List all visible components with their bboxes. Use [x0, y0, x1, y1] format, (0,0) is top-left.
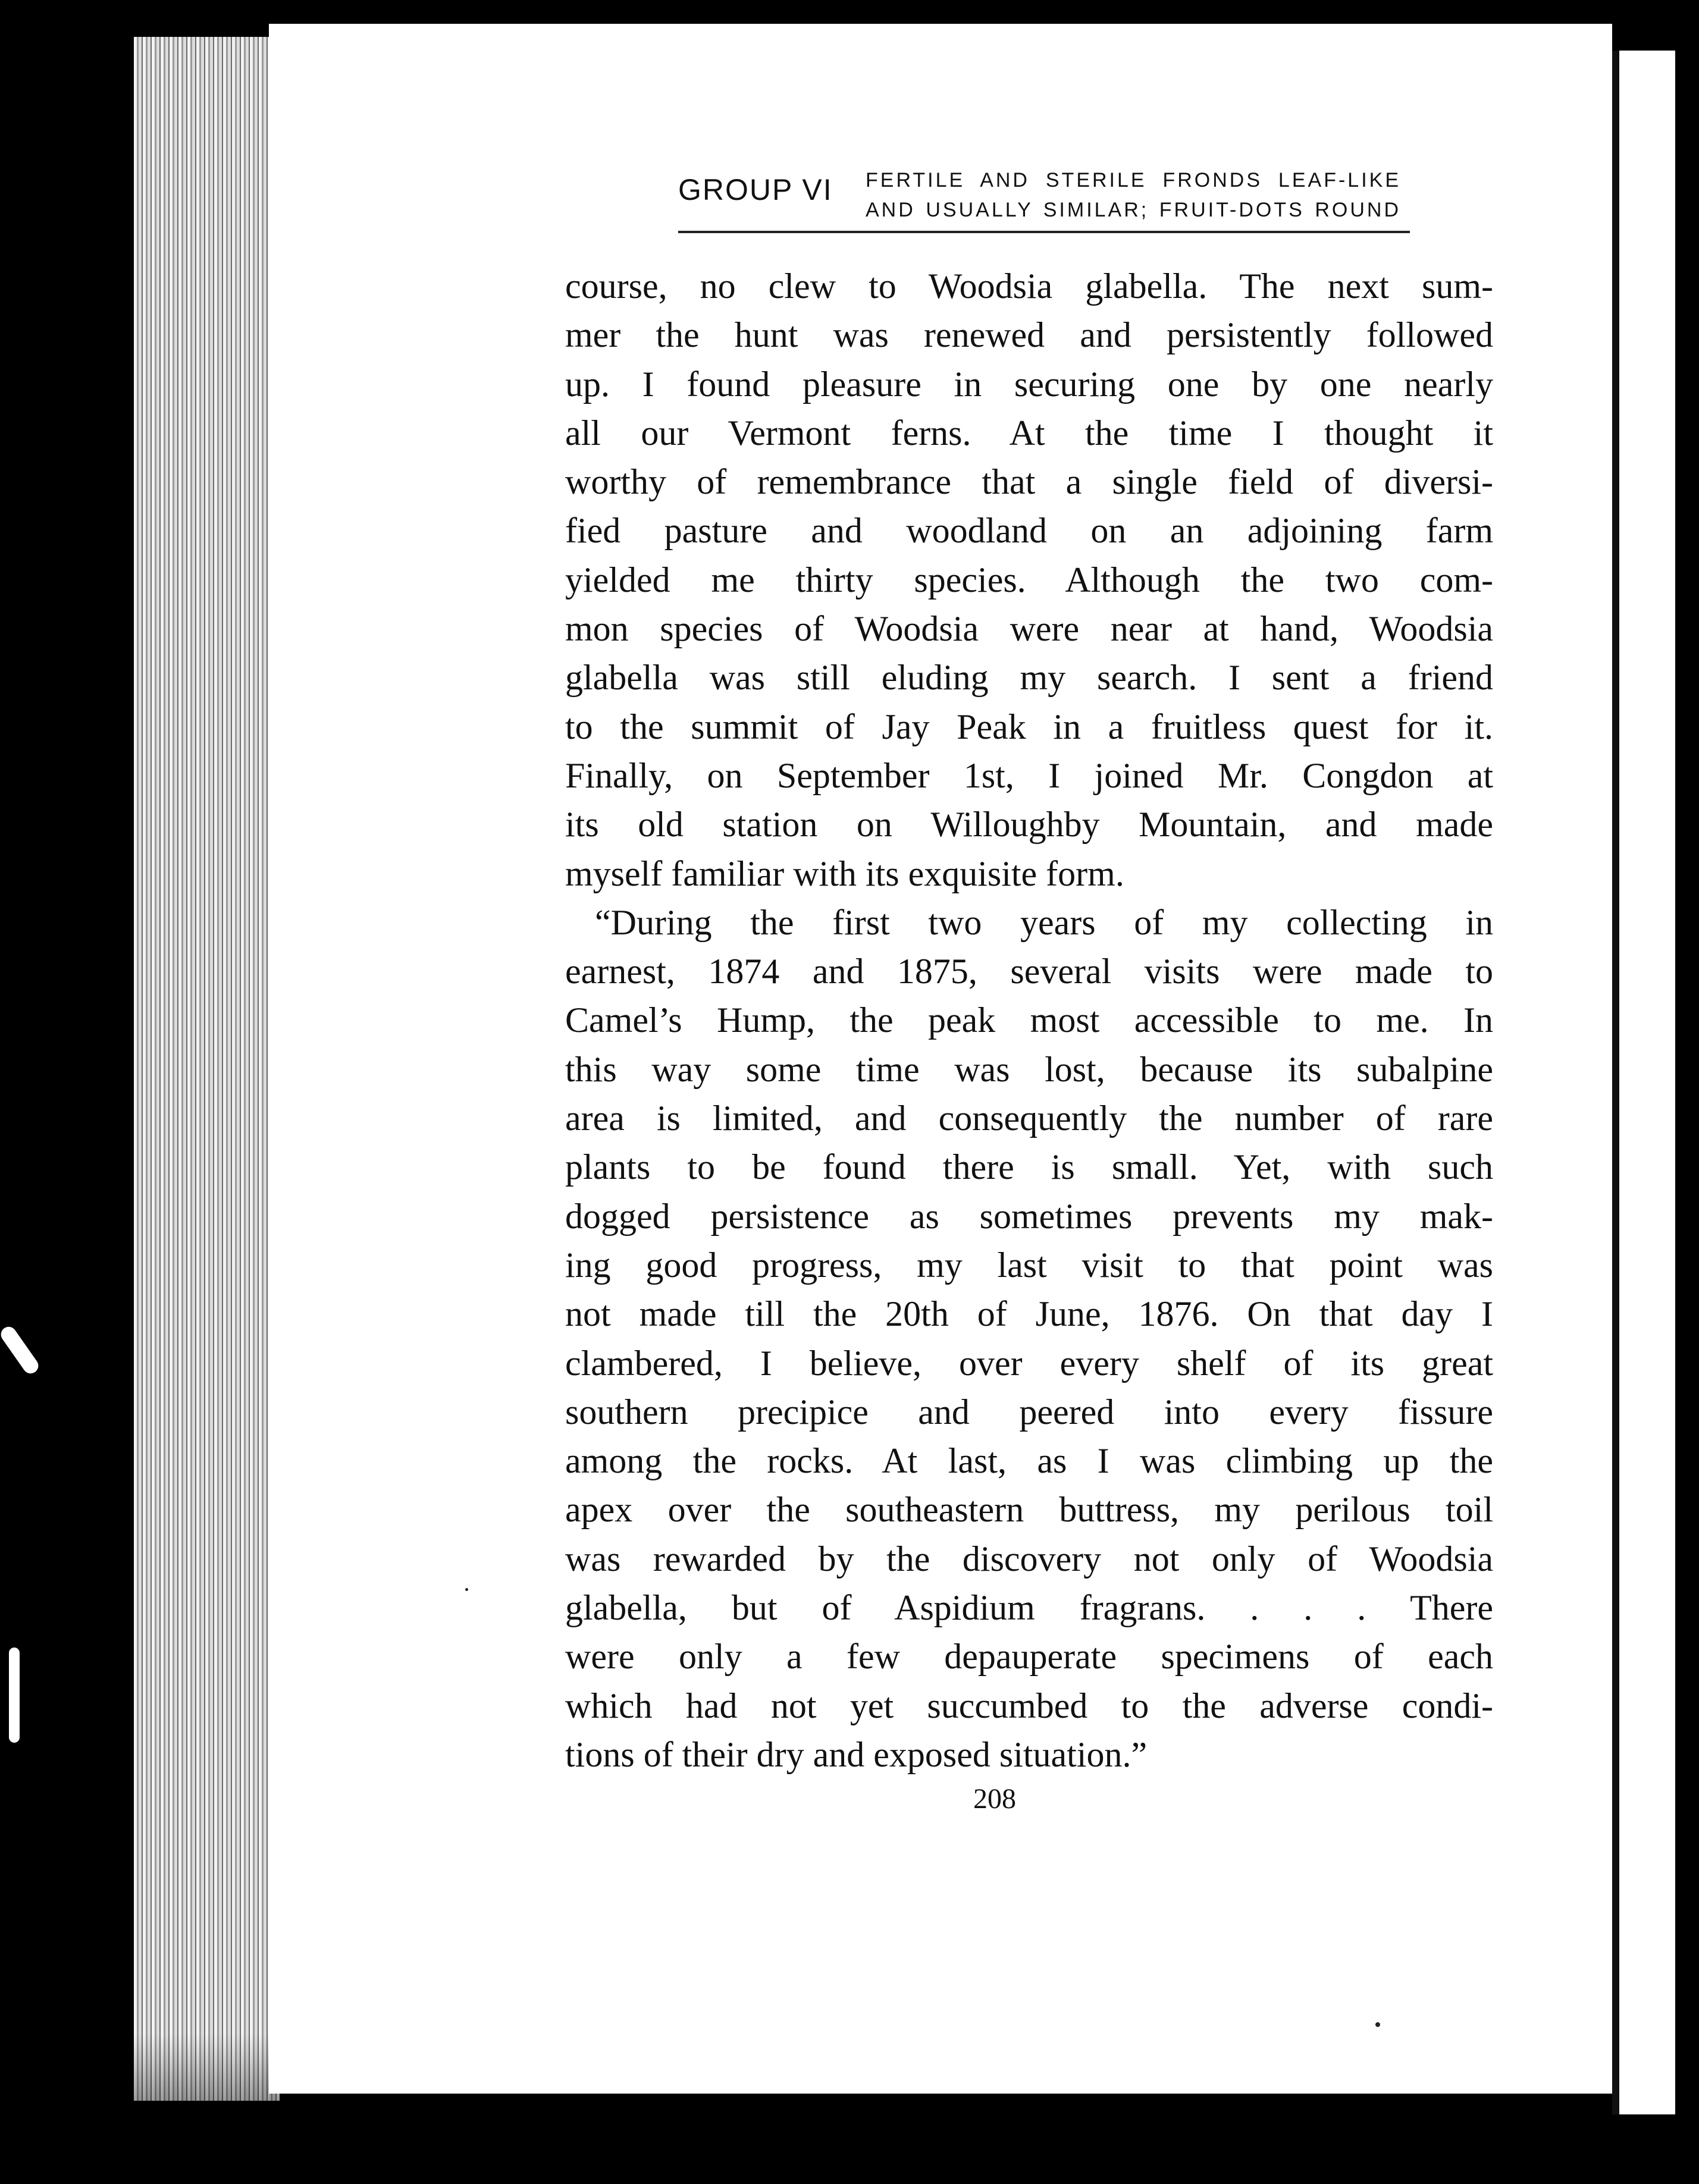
text-line: clambered, I believe, over every shelf of its great — [565, 1343, 1493, 1383]
text-line: glabella was still eluding my search. I sent a friend — [565, 658, 1493, 698]
text-line: southern precipice and peered into every fissure — [565, 1392, 1493, 1432]
text-line: tions of their dry and exposed situation.” — [565, 1734, 1148, 1774]
facing-page-edge — [1612, 51, 1675, 2114]
page-number: 208 — [973, 1783, 1016, 1815]
text-line: area is limited, and consequently the number of rare — [565, 1099, 1493, 1138]
text-line: plants to be found there is small. Yet, with such — [565, 1147, 1493, 1187]
text-line: this way some time was lost, because its subalpine — [565, 1049, 1493, 1089]
text-line: mon species of Woodsia were near at hand, Woodsia — [565, 609, 1493, 649]
text-line: ing good progress, my last visit to that point was — [565, 1245, 1493, 1285]
group-description — [866, 165, 1401, 225]
text-line: mer the hunt was renewed and persistently followed — [565, 315, 1493, 355]
text-line: was rewarded by the discovery not only of Woodsia — [565, 1539, 1493, 1579]
text-line: up. I found pleasure in securing one by one nearly — [565, 364, 1493, 404]
text-line: among the rocks. At last, as I was climbing up the — [565, 1441, 1493, 1481]
text-line: earnest, 1874 and 1875, several visits were made to — [565, 952, 1493, 991]
text-line: Camel’s Hump, the peak most accessible to me. In — [565, 1000, 1493, 1040]
text-line: apex over the southeastern buttress, my perilous toil — [565, 1490, 1493, 1530]
group-description-line: AND USUALLY SIMILAR; FRUIT-DOTS ROUND — [866, 199, 1401, 221]
text-line: glabella, but of Aspidium fragrans. . . . There — [565, 1588, 1493, 1628]
page-edges-shadow — [134, 2034, 280, 2101]
text-line: all our Vermont ferns. At the time I thought it — [565, 413, 1493, 453]
text-line: worthy of remembrance that a single field of diversi- — [565, 462, 1493, 502]
group-label: GROUP VI — [678, 173, 833, 206]
body-text — [565, 262, 1493, 1779]
binding-thread-mark — [0, 1324, 41, 1377]
group-description-line: FERTILE AND STERILE FRONDS LEAF-LIKE — [866, 169, 1401, 192]
text-line: its old station on Willoughby Mountain, and made — [565, 805, 1493, 845]
text-line: which had not yet succumbed to the adverse condi- — [565, 1686, 1493, 1725]
text-line: fied pasture and woodland on an adjoining farm — [565, 511, 1493, 551]
book-page — [269, 24, 1612, 2094]
text-line: dogged persistence as sometimes prevents my mak- — [565, 1196, 1493, 1236]
page-edges-stack — [134, 37, 280, 2101]
text-line: Finally, on September 1st, I joined Mr. Congdon at — [565, 755, 1493, 795]
text-line: course, no clew to Woodsia glabella. The next sum- — [565, 266, 1493, 306]
speck — [465, 1588, 468, 1591]
text-line: not made till the 20th of June, 1876. On that day I — [565, 1294, 1493, 1334]
speck — [1375, 2022, 1380, 2027]
text-line: yielded me thirty species. Although the two com- — [565, 560, 1493, 600]
binding-thread-mark — [9, 1648, 20, 1743]
text-line: myself familiar with its exquisite form. — [565, 853, 1124, 893]
text-line: to the summit of Jay Peak in a fruitless quest for it. — [565, 707, 1493, 746]
text-line: were only a few depauperate specimens of each — [565, 1637, 1493, 1677]
text-line: “During the first two years of my collecting in — [595, 902, 1493, 942]
running-header — [678, 165, 1410, 233]
